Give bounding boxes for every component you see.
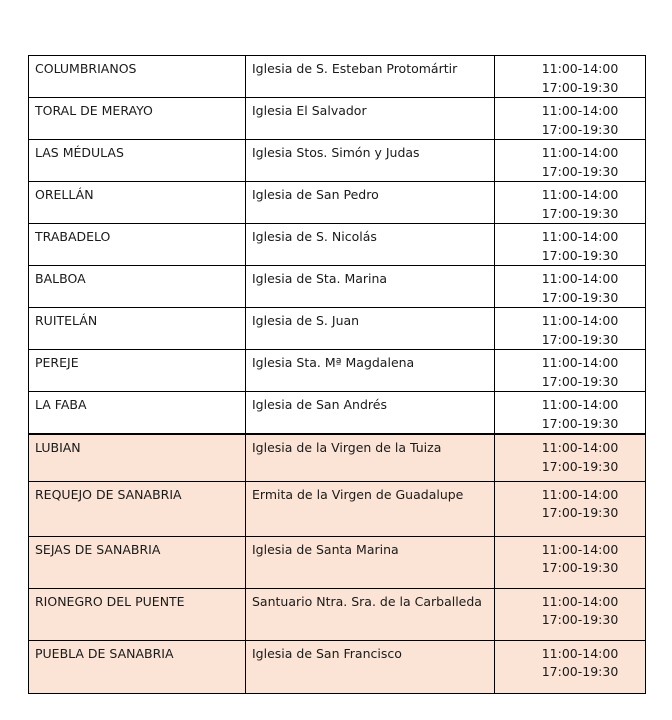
- morning-hours: 11:00-14:00: [541, 355, 619, 370]
- town-cell: REQUEJO DE SANABRIA: [29, 481, 246, 536]
- church-cell: Iglesia Stos. Simón y Judas: [246, 140, 495, 182]
- town-cell: RUITELÁN: [29, 308, 246, 350]
- town-cell: LUBIAN: [29, 434, 246, 481]
- table-row: [29, 392, 646, 435]
- town-cell: RIONEGRO DEL PUENTE: [29, 588, 246, 640]
- table-row: [29, 140, 646, 182]
- hours-cell: [495, 536, 646, 588]
- church-cell: Iglesia de San Andrés: [246, 392, 495, 435]
- hours-cell: [495, 588, 646, 640]
- morning-hours: 11:00-14:00: [541, 541, 619, 557]
- afternoon-hours: 17:00-19:30: [541, 415, 619, 431]
- table-row: [29, 98, 646, 140]
- town-cell: LAS MÉDULAS: [29, 140, 246, 182]
- church-cell: Iglesia Sta. Mª Magdalena: [246, 350, 495, 392]
- town-cell: LA FABA: [29, 392, 246, 435]
- church-cell: Iglesia de San Pedro: [246, 182, 495, 224]
- hours-cell: [495, 481, 646, 536]
- hours-cell: [495, 640, 646, 693]
- afternoon-hours: 17:00-19:30: [541, 664, 619, 679]
- morning-hours: 11:00-14:00: [541, 187, 619, 202]
- church-cell: Iglesia de S. Esteban Protomártir: [246, 56, 495, 98]
- hours-cell: [495, 434, 646, 481]
- table-row: [29, 56, 646, 98]
- afternoon-hours: 17:00-19:30: [541, 205, 619, 221]
- church-cell: Iglesia de Sta. Marina: [246, 266, 495, 308]
- hours-cell: [495, 392, 646, 435]
- town-cell: COLUMBRIANOS: [29, 56, 246, 98]
- hours-cell: [495, 182, 646, 224]
- church-cell: Iglesia de S. Juan: [246, 308, 495, 350]
- afternoon-hours: 17:00-19:30: [541, 163, 619, 179]
- afternoon-hours: 17:00-19:30: [541, 247, 619, 263]
- afternoon-hours: 17:00-19:30: [541, 560, 619, 575]
- afternoon-hours: 17:00-19:30: [541, 331, 619, 347]
- town-cell: TORAL DE MERAYO: [29, 98, 246, 140]
- church-cell: Iglesia El Salvador: [246, 98, 495, 140]
- town-cell: SEJAS DE SANABRIA: [29, 536, 246, 588]
- table-row: [29, 266, 646, 308]
- church-cell: Iglesia de Santa Marina: [246, 536, 495, 588]
- afternoon-hours: 17:00-19:30: [541, 373, 619, 389]
- morning-hours: 11:00-14:00: [541, 593, 619, 609]
- table-row: [29, 434, 646, 481]
- morning-hours: 11:00-14:00: [541, 397, 619, 412]
- morning-hours: 11:00-14:00: [541, 271, 619, 286]
- table-row: [29, 224, 646, 266]
- afternoon-hours: 17:00-19:30: [541, 79, 619, 95]
- hours-cell: [495, 308, 646, 350]
- church-cell: Iglesia de S. Nicolás: [246, 224, 495, 266]
- afternoon-hours: 17:00-19:30: [541, 505, 619, 520]
- town-cell: TRABADELO: [29, 224, 246, 266]
- afternoon-hours: 17:00-19:30: [541, 289, 619, 305]
- table-row: [29, 481, 646, 536]
- morning-hours: 11:00-14:00: [541, 61, 619, 76]
- church-cell: Santuario Ntra. Sra. de la Carballeda: [246, 588, 495, 640]
- morning-hours: 11:00-14:00: [541, 103, 619, 118]
- table-row: [29, 536, 646, 588]
- hours-cell: [495, 266, 646, 308]
- afternoon-hours: 17:00-19:30: [541, 458, 619, 474]
- hours-cell: [495, 350, 646, 392]
- town-cell: BALBOA: [29, 266, 246, 308]
- morning-hours: 11:00-14:00: [541, 645, 619, 661]
- schedule-table: [28, 55, 646, 694]
- morning-hours: 11:00-14:00: [541, 229, 619, 244]
- afternoon-hours: 17:00-19:30: [541, 121, 619, 137]
- morning-hours: 11:00-14:00: [541, 440, 619, 455]
- town-cell: PEREJE: [29, 350, 246, 392]
- afternoon-hours: 17:00-19:30: [541, 612, 619, 627]
- church-cell: Iglesia de la Virgen de la Tuiza: [246, 434, 495, 481]
- hours-cell: [495, 56, 646, 98]
- morning-hours: 11:00-14:00: [541, 486, 619, 502]
- morning-hours: 11:00-14:00: [541, 145, 619, 160]
- church-cell: Ermita de la Virgen de Guadalupe: [246, 481, 495, 536]
- table-row: [29, 350, 646, 392]
- town-cell: PUEBLA DE SANABRIA: [29, 640, 246, 693]
- table-row: [29, 640, 646, 693]
- table-row: [29, 308, 646, 350]
- town-cell: ORELLÁN: [29, 182, 246, 224]
- hours-cell: [495, 98, 646, 140]
- hours-cell: [495, 140, 646, 182]
- hours-cell: [495, 224, 646, 266]
- table-row: [29, 588, 646, 640]
- morning-hours: 11:00-14:00: [541, 313, 619, 328]
- table-row: [29, 182, 646, 224]
- church-cell: Iglesia de San Francisco: [246, 640, 495, 693]
